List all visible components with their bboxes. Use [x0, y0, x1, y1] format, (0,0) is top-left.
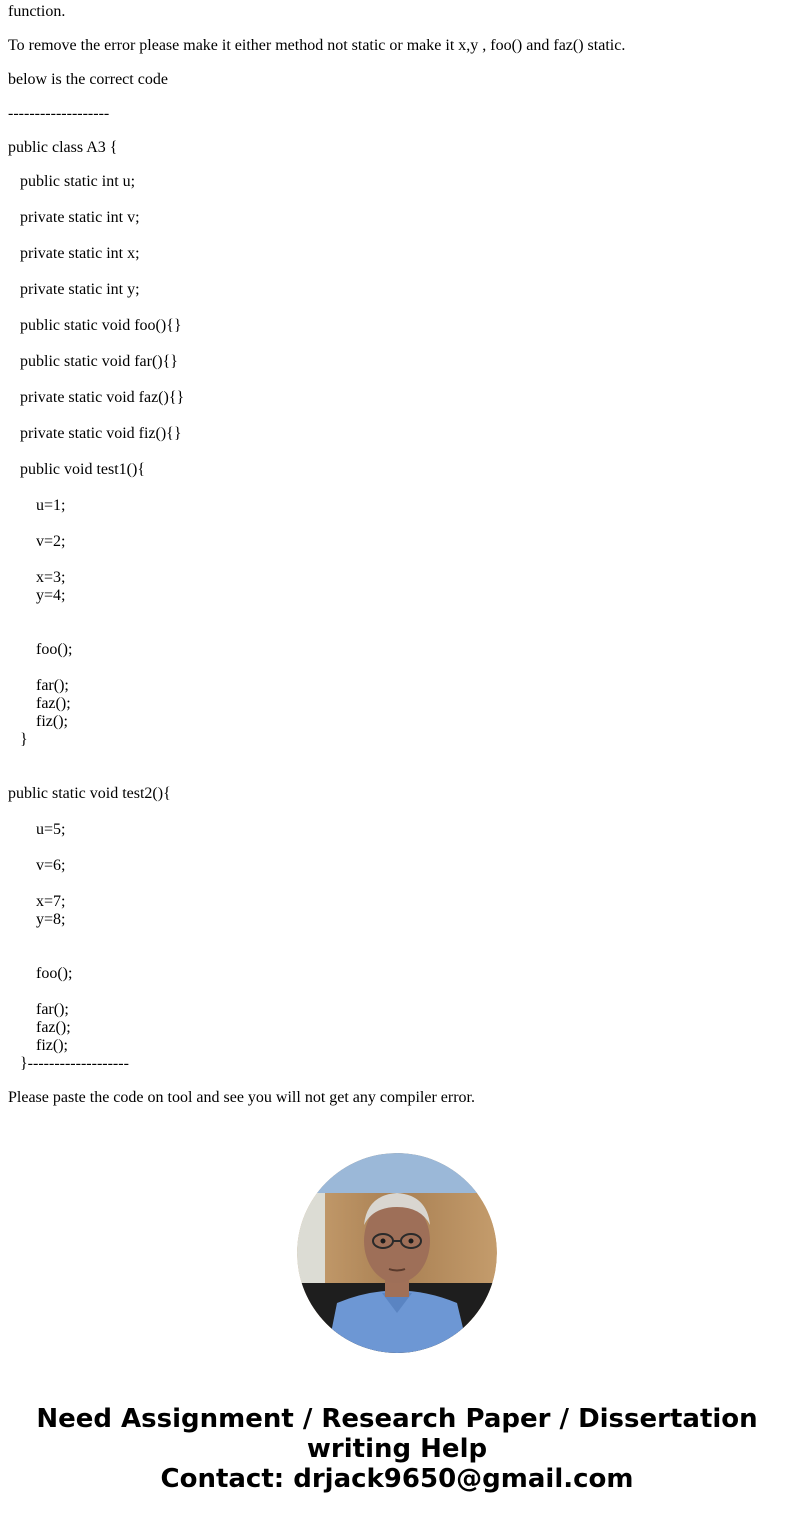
code-line: v=2; — [8, 533, 66, 550]
code-line: private static void fiz(){} — [8, 425, 182, 442]
code-line: faz(); — [8, 695, 71, 712]
code-line: u=1; — [8, 497, 66, 514]
footer-contact: Contact: drjack9650@gmail.com — [160, 1464, 634, 1494]
code-line: v=6; — [8, 857, 66, 874]
code-line: x=7; — [8, 893, 66, 910]
code-line: private static int x; — [8, 245, 140, 262]
code-line: faz(); — [8, 1019, 71, 1036]
code-line: public static void foo(){} — [8, 317, 182, 334]
code-line: y=4; — [8, 587, 66, 604]
contact-footer — [0, 1404, 794, 1494]
correct-code-label: below is the correct code — [8, 71, 168, 88]
code-block — [8, 173, 788, 1073]
code-line: } — [8, 731, 28, 748]
code-line: public static void test2(){ — [8, 785, 171, 802]
code-line: }------------------- — [8, 1055, 129, 1072]
footer-line-2: writing Help — [306, 1434, 488, 1464]
code-line: private static int v; — [8, 209, 140, 226]
code-line: foo(); — [8, 641, 73, 658]
remove-error-text: To remove the error please make it either method not static or make it x,y , foo() and faz() static. — [8, 37, 626, 54]
code-line: x=3; — [8, 569, 66, 586]
footer-line-1: Need Assignment / Research Paper / Dissertation — [36, 1404, 758, 1434]
code-line: private static void faz(){} — [8, 389, 185, 406]
code-line: far(); — [8, 1001, 69, 1018]
code-line: u=5; — [8, 821, 66, 838]
code-class-decl: public class A3 { — [8, 139, 118, 156]
author-portrait-image — [297, 1153, 497, 1353]
code-line: foo(); — [8, 965, 73, 982]
code-line: public static int u; — [8, 173, 136, 190]
code-line: fiz(); — [8, 1037, 68, 1054]
code-line: public static void far(){} — [8, 353, 178, 370]
code-line: public void test1(){ — [8, 461, 145, 478]
code-line: far(); — [8, 677, 69, 694]
code-line: private static int y; — [8, 281, 140, 298]
author-avatar — [297, 1153, 497, 1353]
answer-content — [8, 3, 788, 1123]
code-line: y=8; — [8, 911, 66, 928]
closing-text: Please paste the code on tool and see you will not get any compiler error. — [8, 1089, 475, 1106]
divider-line: ------------------- — [8, 105, 110, 122]
intro-tail: function. — [8, 3, 66, 20]
code-line: fiz(); — [8, 713, 68, 730]
